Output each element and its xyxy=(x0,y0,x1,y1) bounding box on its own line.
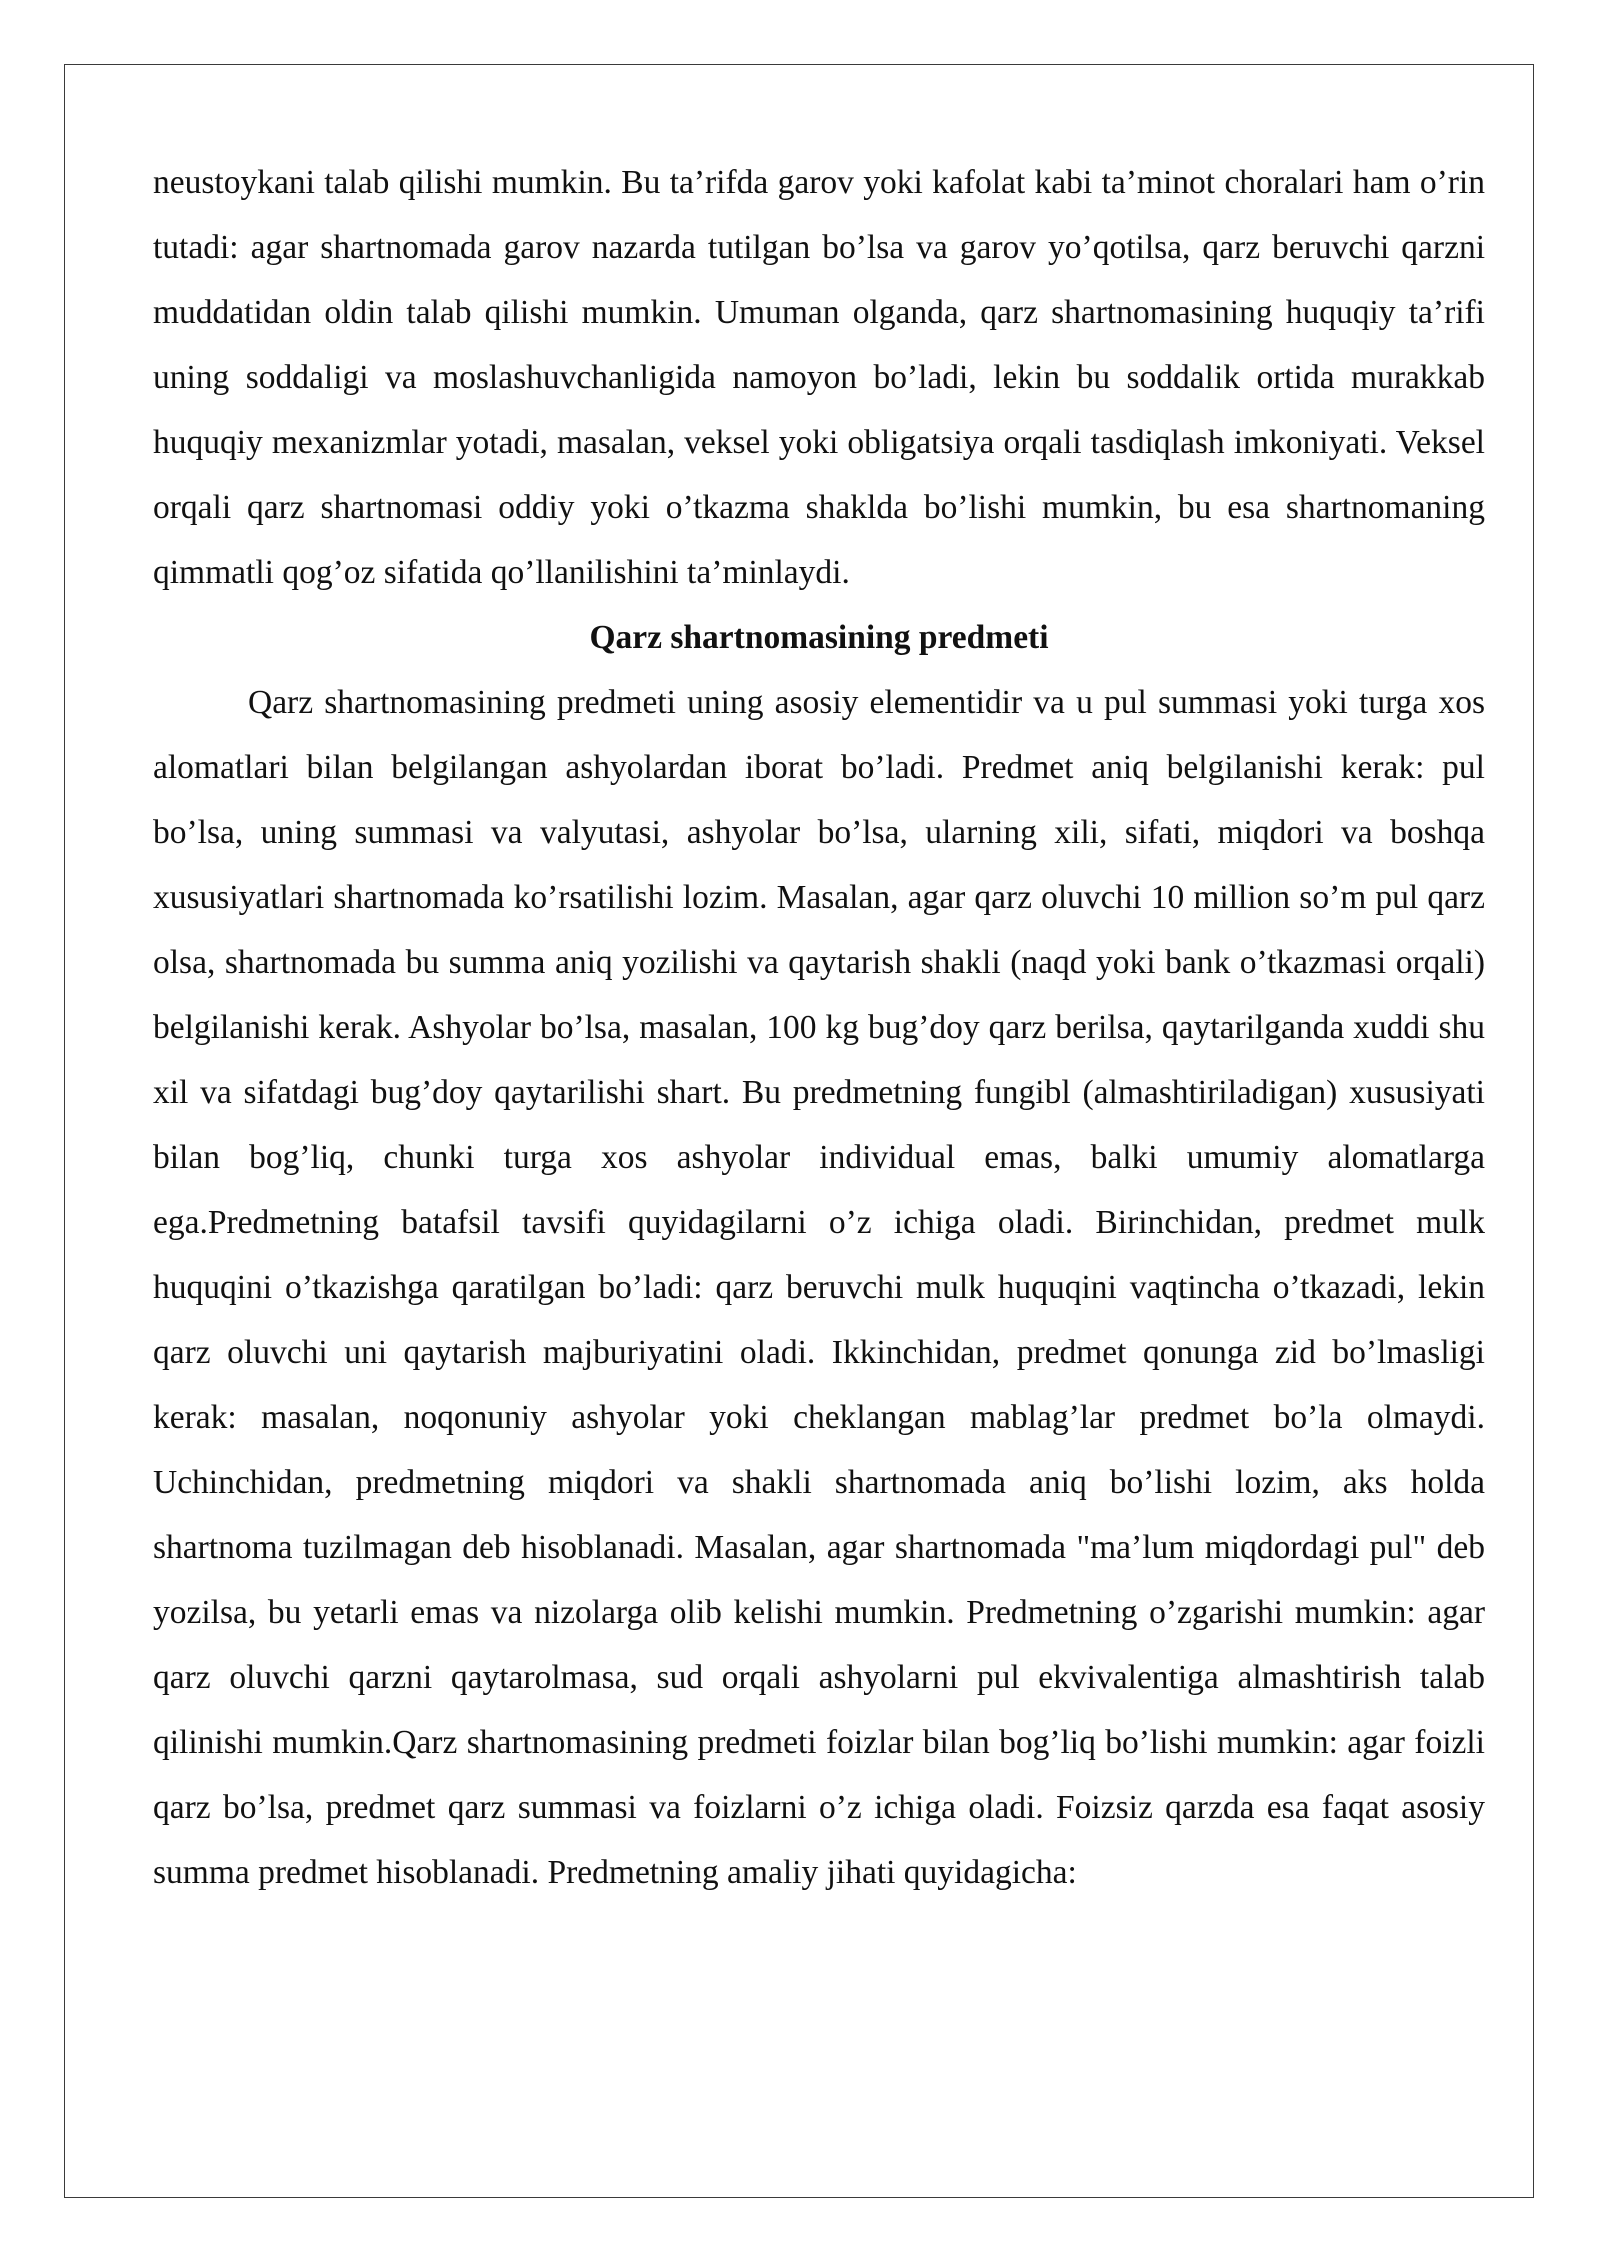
section-heading: Qarz shartnomasining predmeti xyxy=(589,619,1049,656)
paragraph-definition-continued: neustoykani talab qilishi mumkin. Bu ta’rifda garov yoki kafolat kabi ta’minot choralari ham o’rin tutadi: agar shartnomada garov nazarda tutilgan bo’lsa va garov yo’qotilsa, qarz beruvchi qarzni muddatidan oldin talab qilishi mumkin. Umuman olganda, qarz shartnomasining huquqiy ta’rifi uning soddaligi va moslashuvchanligida namoyon bo’ladi, lekin bu soddalik ortida murakkab huquqiy mexanizmlar yotadi, masalan, veksel yoki obligatsiya orqali tasdiqlash imkoniyati. Veksel orqali qarz shartnomasi oddiy yoki o’tkazma shaklda bo’lishi mumkin, bu esa shartnomaning qimmatli qog’oz sifatida qo’llanilishini ta’minlaydi. xyxy=(153,164,1485,591)
paragraph-subject-of-loan: Qarz shartnomasining predmeti uning asosiy elementidir va u pul summasi yoki turga xos alomatlari bilan belgilangan ashyolardan iborat bo’ladi. Predmet aniq belgilanishi kerak: pul bo’lsa, uning summasi va valyutasi, ashyolar bo’lsa, ularning xili, sifati, miqdori va boshqa xususiyatlari shartnomada ko’rsatilishi lozim. Masalan, agar qarz oluvchi 10 million so’m pul qarz olsa, shartnomada bu summa aniq yozilishi va qaytarish shakli (naqd yoki bank o’tkazmasi orqali) belgilanishi kerak. Ashyolar bo’lsa, masalan, 100 kg bug’doy qarz berilsa, qaytarilganda xuddi shu xil va sifatdagi bug’doy qaytarilishi shart. Bu predmetning fungibl (almashtiriladigan) xususiyati bilan bog’liq, chunki turga xos ashyolar individual emas, balki umumiy alomatlarga ega.Predmetning batafsil tavsifi quyidagilarni o’z ichiga oladi. Birinchidan, predmet mulk huquqini o’tkazishga qaratilgan bo’ladi: qarz beruvchi mulk huquqini vaqtincha o’tkazadi, lekin qarz oluvchi uni qaytarish majburiyatini oladi. Ikkinchidan, predmet qonunga zid bo’lmasligi kerak: masalan, noqonuniy ashyolar yoki cheklangan mablag’lar predmet bo’la olmaydi. Uchinchidan, predmetning miqdori va shakli shartnomada aniq bo’lishi lozim, aks holda shartnoma tuzilmagan deb hisoblanadi. Masalan, agar shartnomada "ma’lum miqdordagi pul" deb yozilsa, bu yetarli emas va nizolarga olib kelishi mumkin. Predmetning o’zgarishi mumkin: agar qarz oluvchi qarzni qaytarolmasa, sud orqali ashyolarni pul ekvivalentiga almashtirish talab qilinishi mumkin.Qarz shartnomasining predmeti foizlar bilan bog’liq bo’lishi mumkin: agar foizli qarz bo’lsa, predmet qarz summasi va foizlarni o’z ichiga oladi. Foizsiz qarzda esa faqat asosiy summa predmet hisoblanadi. Predmetning amaliy jihati quyidagicha: xyxy=(153,684,1485,1891)
document-body xyxy=(153,150,1485,2100)
